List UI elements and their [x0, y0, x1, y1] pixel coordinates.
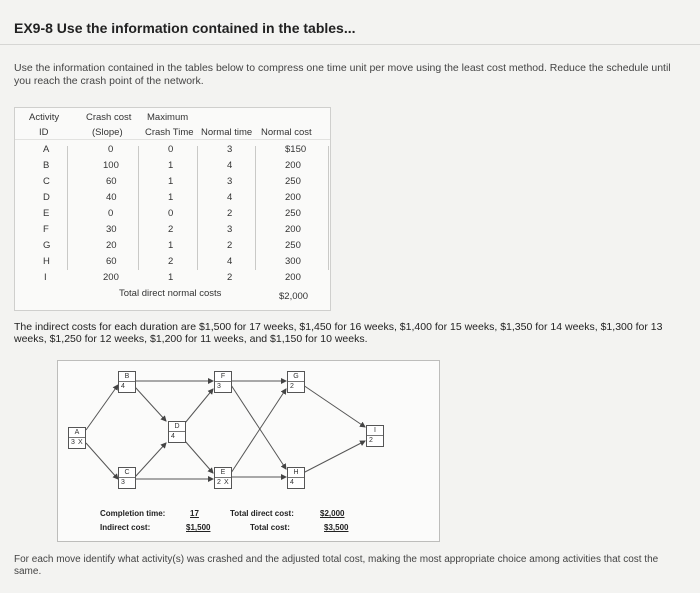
cell-normal-time: 2 [227, 208, 233, 219]
cell-id: C [43, 176, 50, 187]
cell-slope: 30 [106, 224, 117, 235]
arrow-f-h [231, 385, 286, 469]
node-e [214, 467, 232, 489]
node-d [168, 421, 186, 443]
cell-slope: 0 [108, 208, 114, 219]
node-time: 3 [71, 439, 75, 446]
cell-slope: 60 [106, 256, 117, 267]
header-slope: (Slope) [92, 127, 123, 138]
cell-crash-time: 1 [168, 176, 174, 187]
node-i [366, 425, 384, 447]
node-b [118, 371, 136, 393]
cell-normal-time: 3 [227, 176, 233, 187]
indirect-costs-text: The indirect costs for each duration are $1,500 for 17 weeks, $1,450 for 16 weeks, $1,400 for 15 weeks, $1,350 for 14 weeks, $1,300 for 13 weeks, $1,250 for 12 weeks, $1,200 for 11 weeks, and $1,150 for 10 weeks. [14, 321, 663, 345]
cell-crash-time: 2 [168, 224, 174, 235]
cell-id: H [43, 256, 50, 267]
cell-crash-time: 1 [168, 272, 174, 283]
cell-id: F [43, 224, 49, 235]
cell-slope: 40 [106, 192, 117, 203]
header-maximum: Maximum [147, 112, 189, 123]
node-label: A [74, 429, 80, 436]
network-diagram [57, 360, 440, 542]
node-label: F [220, 373, 226, 380]
node-time: 3 [217, 383, 221, 390]
cell-crash-time: 0 [168, 144, 174, 155]
footer-instructions: For each move identify what activity(s) was crashed and the adjusted total cost, making the most appropriate choice among activities that cost the same. [14, 554, 659, 577]
node-label: I [374, 427, 376, 434]
node-time: 2 [290, 383, 294, 390]
cell-slope: 100 [103, 160, 119, 171]
header-normal-cost: Normal cost [261, 127, 312, 138]
arrow-a-c [86, 443, 118, 479]
table-divider [197, 146, 198, 270]
title-divider [0, 44, 700, 45]
cell-id: G [43, 240, 51, 251]
total-cost-label: Total cost: [250, 523, 290, 532]
cell-normal-cost: 250 [285, 208, 301, 219]
completion-time-label: Completion time: [100, 509, 166, 518]
table-divider [328, 146, 329, 270]
page-title: EX9-8 Use the information contained in the tables... [14, 20, 356, 36]
indirect-cost-label: Indirect cost: [100, 523, 151, 532]
node-crash-mark: X [78, 439, 83, 446]
node-f [214, 371, 232, 393]
cell-slope: 60 [106, 176, 117, 187]
arrow-e-g [231, 389, 286, 473]
header-crash-cost: Crash cost [86, 112, 132, 123]
completion-time-value: 17 [190, 509, 199, 518]
cell-crash-time: 1 [168, 240, 174, 251]
cell-normal-time: 2 [227, 272, 233, 283]
arrow-d-e [185, 441, 213, 473]
cell-normal-cost: 200 [285, 272, 301, 283]
header-crash-time: Crash Time [145, 127, 194, 138]
arrow-h-i [303, 441, 365, 473]
cell-normal-time: 4 [227, 160, 233, 171]
node-time: 4 [171, 433, 175, 440]
header-activity: Activity [29, 112, 60, 123]
arrow-a-b [86, 385, 118, 430]
node-time: 4 [121, 383, 125, 390]
node-time: 3 [121, 479, 125, 486]
cell-crash-time: 2 [168, 256, 174, 267]
cell-crash-time: 1 [168, 192, 174, 203]
total-direct-normal-value: $2,000 [279, 291, 309, 302]
node-crash-mark: X [224, 479, 229, 486]
total-direct-cost-value: $2,000 [320, 509, 345, 518]
table-divider [138, 146, 139, 270]
node-c [118, 467, 136, 489]
node-h [287, 467, 305, 489]
cell-crash-time: 0 [168, 208, 174, 219]
cell-slope: 200 [103, 272, 119, 283]
node-a [68, 427, 86, 449]
header-rule [15, 139, 330, 140]
node-label: G [293, 373, 299, 380]
cell-normal-cost: $150 [285, 144, 307, 155]
node-g [287, 371, 305, 393]
cell-normal-time: 3 [227, 144, 233, 155]
cell-slope: 20 [106, 240, 117, 251]
arrow-g-i [303, 385, 365, 427]
arrow-d-f [185, 389, 213, 423]
node-time: 2 [217, 479, 221, 486]
cell-id: D [43, 192, 50, 203]
cell-id: E [43, 208, 50, 219]
indirect-cost-value: $1,500 [186, 523, 211, 532]
cell-normal-cost: 250 [285, 176, 301, 187]
cell-normal-cost: 200 [285, 192, 301, 203]
node-label: D [174, 423, 180, 430]
cell-normal-cost: 250 [285, 240, 301, 251]
node-label: C [124, 469, 130, 476]
arrow-b-d [135, 387, 166, 421]
cell-normal-time: 4 [227, 192, 233, 203]
cell-id: B [43, 160, 50, 171]
table-divider [67, 146, 68, 270]
cell-normal-time: 4 [227, 256, 233, 267]
cell-id: A [43, 144, 50, 155]
total-direct-cost-label: Total direct cost: [230, 509, 294, 518]
header-normal-time: Normal time [201, 127, 253, 138]
cell-normal-time: 2 [227, 240, 233, 251]
node-time: 2 [369, 437, 373, 444]
cell-normal-cost: 200 [285, 224, 301, 235]
cell-normal-cost: 200 [285, 160, 301, 171]
crash-table [14, 107, 331, 311]
cell-slope: 0 [108, 144, 114, 155]
node-label: H [293, 469, 299, 476]
header-id: ID [39, 127, 49, 138]
total-direct-normal-label: Total direct normal costs [119, 288, 222, 299]
table-divider [255, 146, 256, 270]
total-cost-value: $3,500 [324, 523, 349, 532]
node-label: B [124, 373, 130, 380]
node-label: E [220, 469, 226, 476]
arrow-c-d [135, 443, 166, 477]
cell-normal-cost: 300 [285, 256, 301, 267]
node-time: 4 [290, 479, 294, 486]
cell-crash-time: 1 [168, 160, 174, 171]
cell-normal-time: 3 [227, 224, 233, 235]
cell-id: I [44, 272, 47, 283]
intro-text: Use the information contained in the tables below to compress one time unit per move using the least cost method. Reduce the schedule until you reach the crash point of the network. [14, 62, 671, 87]
